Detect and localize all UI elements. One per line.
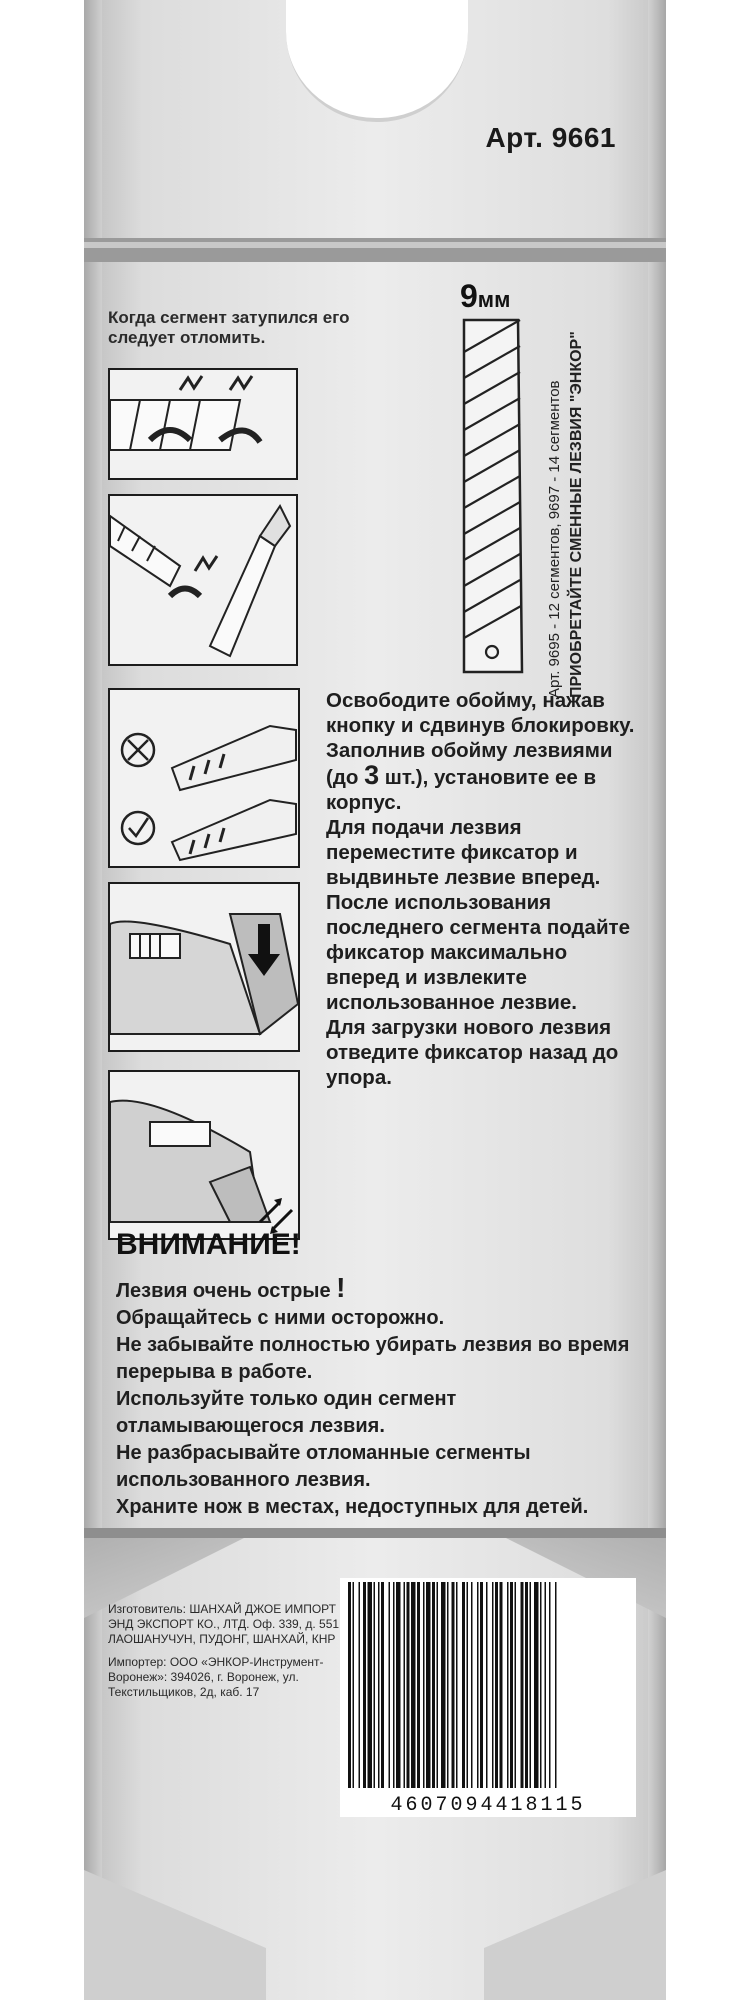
instruction-advance: Для подачи лезвия переместите фиксатор и выдвиньте лезвие вперед.	[326, 816, 601, 889]
manufacturer-text: Изготовитель: ШАНХАЙ ДЖОЕ ИМПОРТ ЭНД ЭКСПОРТ КО., ЛТД. Оф. 339, д. 551 ЛАОШАНУЧУН, ПУДОНГ, ШАНХАЙ, КНР	[108, 1602, 340, 1646]
barcode	[340, 1578, 636, 1816]
barcode-bar	[515, 1582, 517, 1788]
warning-title: ВНИМАНИЕ!	[116, 1228, 301, 1261]
importer-text: Импортер: ООО «ЭНКОР-Инструмент-Воронеж»: 394026, г. Воронеж, ул. Текстильщиков, 2д, каб. 17	[108, 1655, 324, 1699]
blade-side-text	[544, 278, 600, 698]
instruction-fill-end: шт.), установите ее в корпус.	[326, 766, 597, 814]
instruction-last-segment: После использования последнего сегмента подайте фиксатор максимально вперед и извлеките использованное лезвие.	[326, 891, 630, 1014]
break-blade-icon	[110, 370, 296, 478]
barcode-bar	[423, 1582, 425, 1788]
barcode-bar	[447, 1582, 449, 1788]
barcode-bar	[545, 1582, 547, 1788]
blade-buy-line: ПРИОБРЕТАЙТЕ СМЕННЫЕ ЛЕЗВИЯ "ЭНКОР"	[568, 331, 585, 698]
barcode-bar	[495, 1582, 498, 1788]
barcode-bar	[381, 1582, 384, 1788]
barcode-bar	[467, 1582, 469, 1788]
barcode-bar	[471, 1582, 473, 1788]
barcode-bar	[477, 1582, 479, 1788]
barcode-bar	[525, 1582, 528, 1788]
warning-line-children: Храните нож в местах, недоступных для детей.	[116, 1496, 589, 1518]
snap-off-blade-icon	[458, 316, 528, 676]
barcode-bar	[368, 1582, 373, 1788]
barcode-bar	[452, 1582, 455, 1788]
barcode-bar	[456, 1582, 458, 1788]
article-number: Арт. 9661	[485, 122, 616, 153]
check-icon	[122, 812, 154, 844]
barcode-bar	[417, 1582, 420, 1788]
warning-line-careful: Обращайтесь с ними осторожно.	[116, 1307, 445, 1329]
illustration-break-segment	[108, 368, 298, 480]
warning-line-dispose: Не разбрасывайте отломанные сегменты использованного лезвия.	[116, 1442, 531, 1491]
swap-arrows-icon	[110, 1072, 298, 1238]
barcode-bar	[437, 1582, 439, 1788]
barcode-bar	[530, 1582, 532, 1788]
warning-line-retract: Не забывайте полностью убирать лезвия во время перерыва в работе.	[116, 1334, 630, 1383]
barcode-bar	[374, 1582, 376, 1788]
barcode-bar	[389, 1582, 391, 1788]
barcode-bars	[340, 1578, 636, 1794]
instruction-fill-start: Заполнив обойму лезвиями (до	[326, 739, 613, 789]
barcode-bar	[353, 1582, 355, 1788]
barcode-bar	[549, 1582, 551, 1788]
barcode-bar	[492, 1582, 494, 1788]
instruction-fill	[326, 738, 636, 815]
push-button-icon	[110, 884, 298, 1050]
warning-line-one-segment: Используйте только один сегмент отламывающегося лезвия.	[116, 1388, 457, 1437]
warning-exclamation: !	[336, 1272, 346, 1303]
barcode-bar	[407, 1582, 410, 1788]
pliers-icon	[110, 496, 296, 664]
wrong-right-insert-icon	[110, 690, 298, 866]
barcode-bar	[441, 1582, 446, 1788]
illustration-break-with-pliers	[108, 494, 298, 666]
barcode-bar	[396, 1582, 401, 1788]
barcode-bar	[507, 1582, 509, 1788]
warning-sharp-text: Лезвия очень острые	[116, 1280, 331, 1302]
barcode-bar	[359, 1582, 361, 1788]
blade-size-unit: мм	[477, 287, 511, 312]
barcode-bar	[462, 1582, 465, 1788]
illustration-load-new-blade	[108, 1070, 300, 1240]
barcode-digits: 4607094418115	[340, 1794, 636, 1817]
instructions-text	[326, 688, 636, 1090]
header-stripe-highlight	[84, 242, 666, 248]
barcode-bar	[555, 1582, 557, 1788]
barcode-bar	[426, 1582, 431, 1788]
barcode-bar	[480, 1582, 483, 1788]
barcode-bar	[378, 1582, 380, 1788]
instruction-load-new: Для загрузки нового лезвия отведите фиксатор назад до упора.	[326, 1016, 619, 1089]
card-right-edge	[648, 0, 666, 2000]
barcode-bar	[404, 1582, 406, 1788]
barcode-bar	[363, 1582, 366, 1788]
barcode-bar	[521, 1582, 524, 1788]
footer-stripe	[84, 1528, 666, 1538]
warning-text	[116, 1274, 636, 1521]
manufacturer-info	[108, 1602, 344, 1708]
blade-article-line: Арт. 9695 - 12 сегментов, 9697 - 14 сегментов	[546, 380, 563, 698]
card-left-edge	[84, 0, 102, 2000]
blade-size-value: 9	[460, 278, 478, 314]
barcode-bar	[540, 1582, 542, 1788]
warning-line-sharp	[116, 1274, 636, 1305]
illustration-advance-blade	[108, 882, 300, 1052]
barcode-bar	[393, 1582, 395, 1788]
instruction-fill-count: 3	[364, 760, 380, 790]
barcode-bar	[411, 1582, 416, 1788]
barcode-bar	[500, 1582, 503, 1788]
barcode-bar	[348, 1582, 351, 1788]
blade-size	[460, 278, 510, 315]
barcode-bar	[486, 1582, 488, 1788]
illustration-correct-blade-insert	[108, 688, 300, 868]
instruction-release: Освободите обойму, нажав кнопку и сдвинув блокировку.	[326, 689, 635, 737]
barcode-bar	[510, 1582, 513, 1788]
break-segment-note: Когда сегмент затупился его следует отломить.	[108, 308, 350, 347]
barcode-bar	[432, 1582, 435, 1788]
barcode-bar	[534, 1582, 539, 1788]
